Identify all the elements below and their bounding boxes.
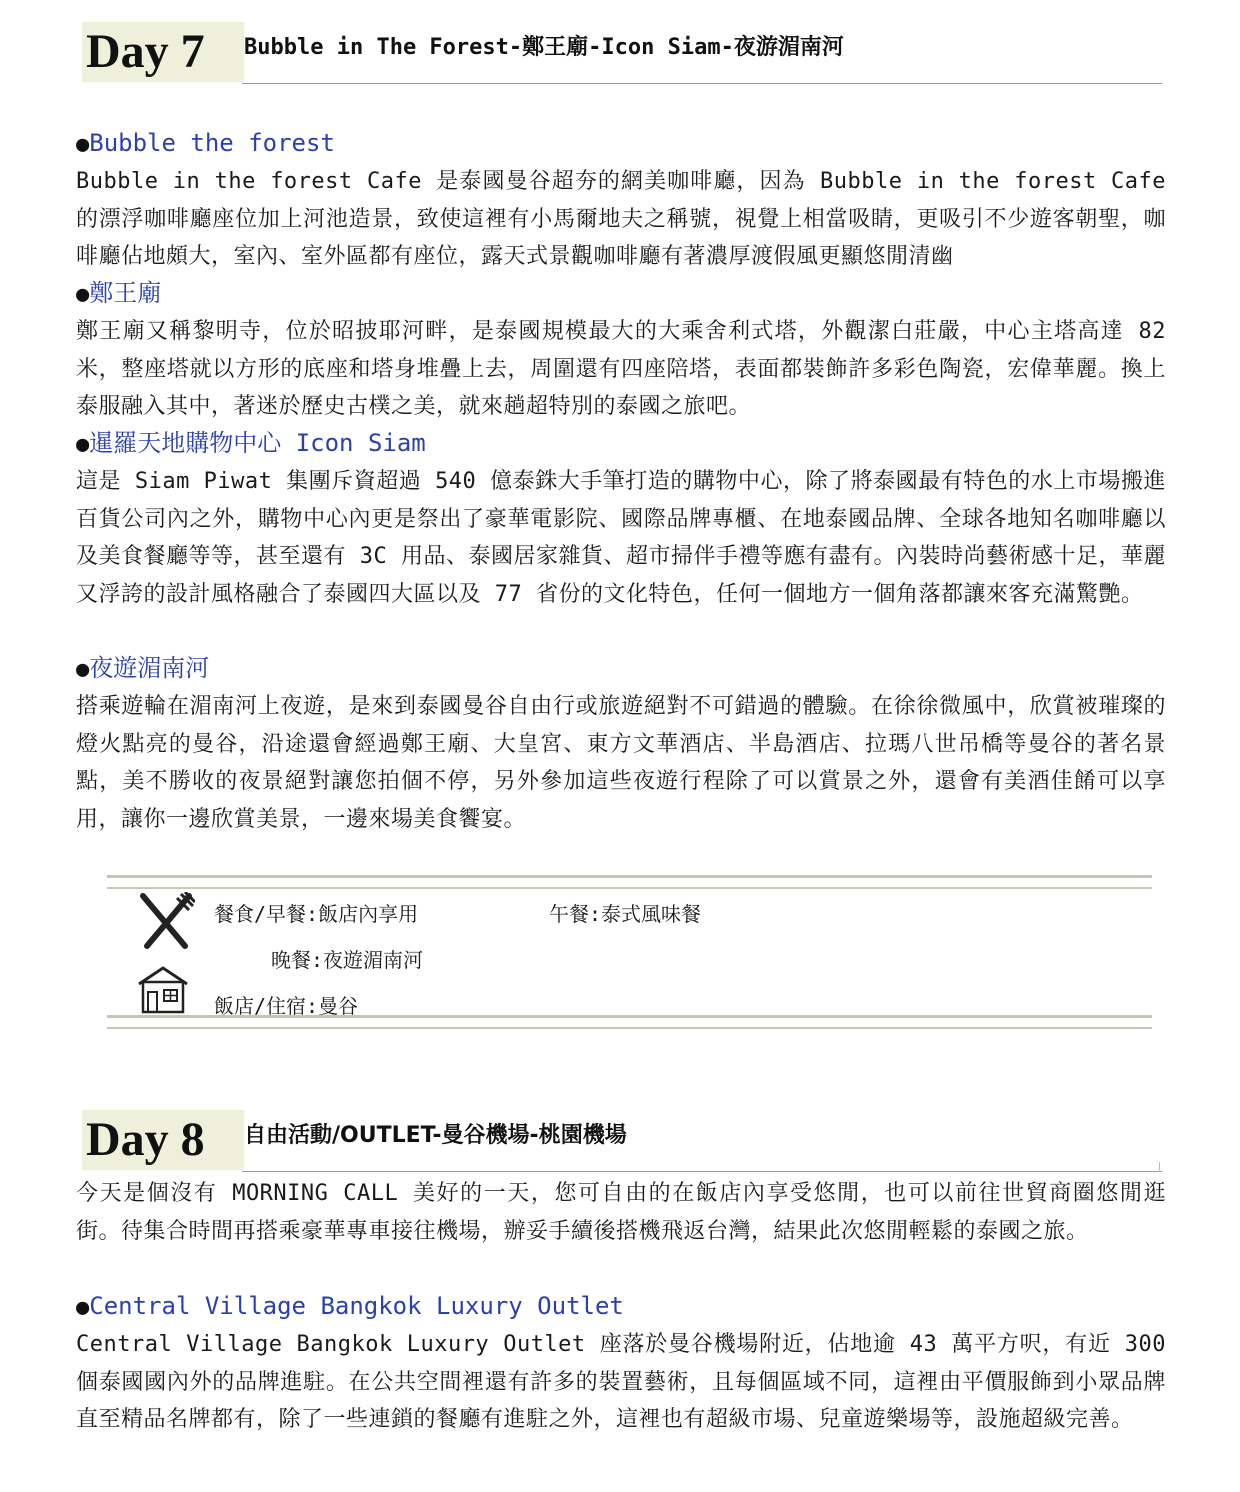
day8-title: 自由活動/OUTLET-曼谷機場-桃園機場: [244, 1123, 627, 1148]
day7-section-body: Bubble in the forest Cafe 是泰國曼谷超夯的網美咖啡廳，因為 Bubble in the forest Cafe 的漂浮咖啡廳座位加上河池造景，致使這裡有小馬爾地夫之稱號，視覺上相當吸睛，更吸引不少遊客朝聖，咖啡廳佔地頗大，室內、室外區都有座位，露天式景觀咖啡廳有著濃厚渡假風更顯悠閒清幽: [76, 169, 1166, 269]
day7-title: Bubble in The Forest-鄭王廟-Icon Siam-夜游湄南河: [244, 35, 844, 60]
day7-badge: Day 7: [82, 22, 244, 82]
top-divider: [107, 875, 1152, 889]
day8-header: [82, 1110, 1162, 1174]
bullet-icon: ●: [76, 282, 90, 307]
day7-header: [82, 22, 1162, 86]
day7-section-heading: ●暹羅天地購物中心 Icon Siam: [76, 429, 426, 457]
day7-section-body: 搭乘遊輪在湄南河上夜遊，是來到泰國曼谷自由行或旅遊絕對不可錯過的體驗。在徐徐微風中，欣賞被璀璨的燈火點亮的曼谷，沿途還會經過鄭王廟、大皇宮、東方文華酒店、半島酒店、拉瑪八世吊橋等曼谷的著名景點，美不勝收的夜景絕對讓您拍個不停，另外參加這些夜遊行程除了可以賞景之外，還會有美酒佳餚可以享用，讓你一邊欣賞美景，一邊來場美食饗宴。: [76, 694, 1166, 832]
house-icon: [135, 964, 191, 1018]
bullet-icon: ●: [76, 657, 90, 682]
day8-section-heading: ●Central Village Bangkok Luxury Outlet: [76, 1292, 624, 1320]
dinner-text: 晚餐:夜遊湄南河: [271, 948, 424, 972]
day8-divider: [242, 1171, 1162, 1172]
day7-section-heading: ●Bubble the forest: [76, 129, 335, 157]
lunch-text: 午餐:泰式風味餐: [549, 902, 702, 926]
day7-section-body: 鄭王廟又稱黎明寺，位於昭披耶河畔，是泰國規模最大的大乘舍利式塔，外觀潔白莊嚴，中心主塔高達 82 米，整座塔就以方形的底座和塔身堆疊上去，周圍還有四座陪塔，表面都裝飾許多彩色陶瓷，宏偉華麗。換上泰服融入其中，著迷於歷史古樸之美，就來趟超特別的泰國之旅吧。: [76, 319, 1166, 419]
breakfast-text: 餐食/早餐:飯店內享用: [214, 902, 419, 926]
meal-info-box: [107, 872, 1152, 1030]
hotel-text: 飯店/住宿:曼谷: [214, 994, 359, 1018]
day7-section-body: 這是 Siam Piwat 集團斥資超過 540 億泰銖大手筆打造的購物中心，除了將泰國最有特色的水上市場搬進百貨公司內之外，購物中心內更是祭出了豪華電影院、國際品牌專櫃、在地泰國品牌、全球各地知名咖啡廳以及美食餐廳等等，甚至還有 3C 用品、泰國居家雜貨、超市掃伴手禮等應有盡有。內裝時尚藝術感十足，華麗又浮誇的設計風格融合了泰國四大區以及 77 省份的文化特色，任何一個地方一個角落都讓來客充滿驚艷。: [76, 469, 1166, 607]
bullet-icon: ●: [76, 432, 90, 457]
day8-badge: Day 8: [82, 1110, 244, 1170]
utensils-icon: [137, 892, 195, 956]
day8-intro: 今天是個沒有 MORNING CALL 美好的一天，您可自由的在飯店內享受悠閒，也可以前往世貿商圈悠閒逛街。待集合時間再搭乘豪華專車接往機場，辦妥手續後搭機飛返台灣，結果此次悠閒輕鬆的泰國之旅。: [76, 1181, 1166, 1244]
day7-divider: [242, 83, 1162, 84]
day8-divider-end: [1159, 1162, 1160, 1172]
day8-section-body: Central Village Bangkok Luxury Outlet 座落於曼谷機場附近，佔地逾 43 萬平方呎，有近 300 個泰國國內外的品牌進駐。在公共空間裡還有許多的裝置藝術，且每個區域不同，這裡由平價服飾到小眾品牌直至精品名牌都有，除了一些連鎖的餐廳有進駐之外，這裡也有超級市場、兒童遊樂場等，設施超級完善。: [76, 1332, 1166, 1432]
bullet-icon: ●: [76, 132, 90, 157]
day7-section-heading: ●鄭王廟: [76, 279, 162, 307]
day7-section-heading: ●夜遊湄南河: [76, 654, 210, 682]
bullet-icon: ●: [76, 1295, 90, 1320]
